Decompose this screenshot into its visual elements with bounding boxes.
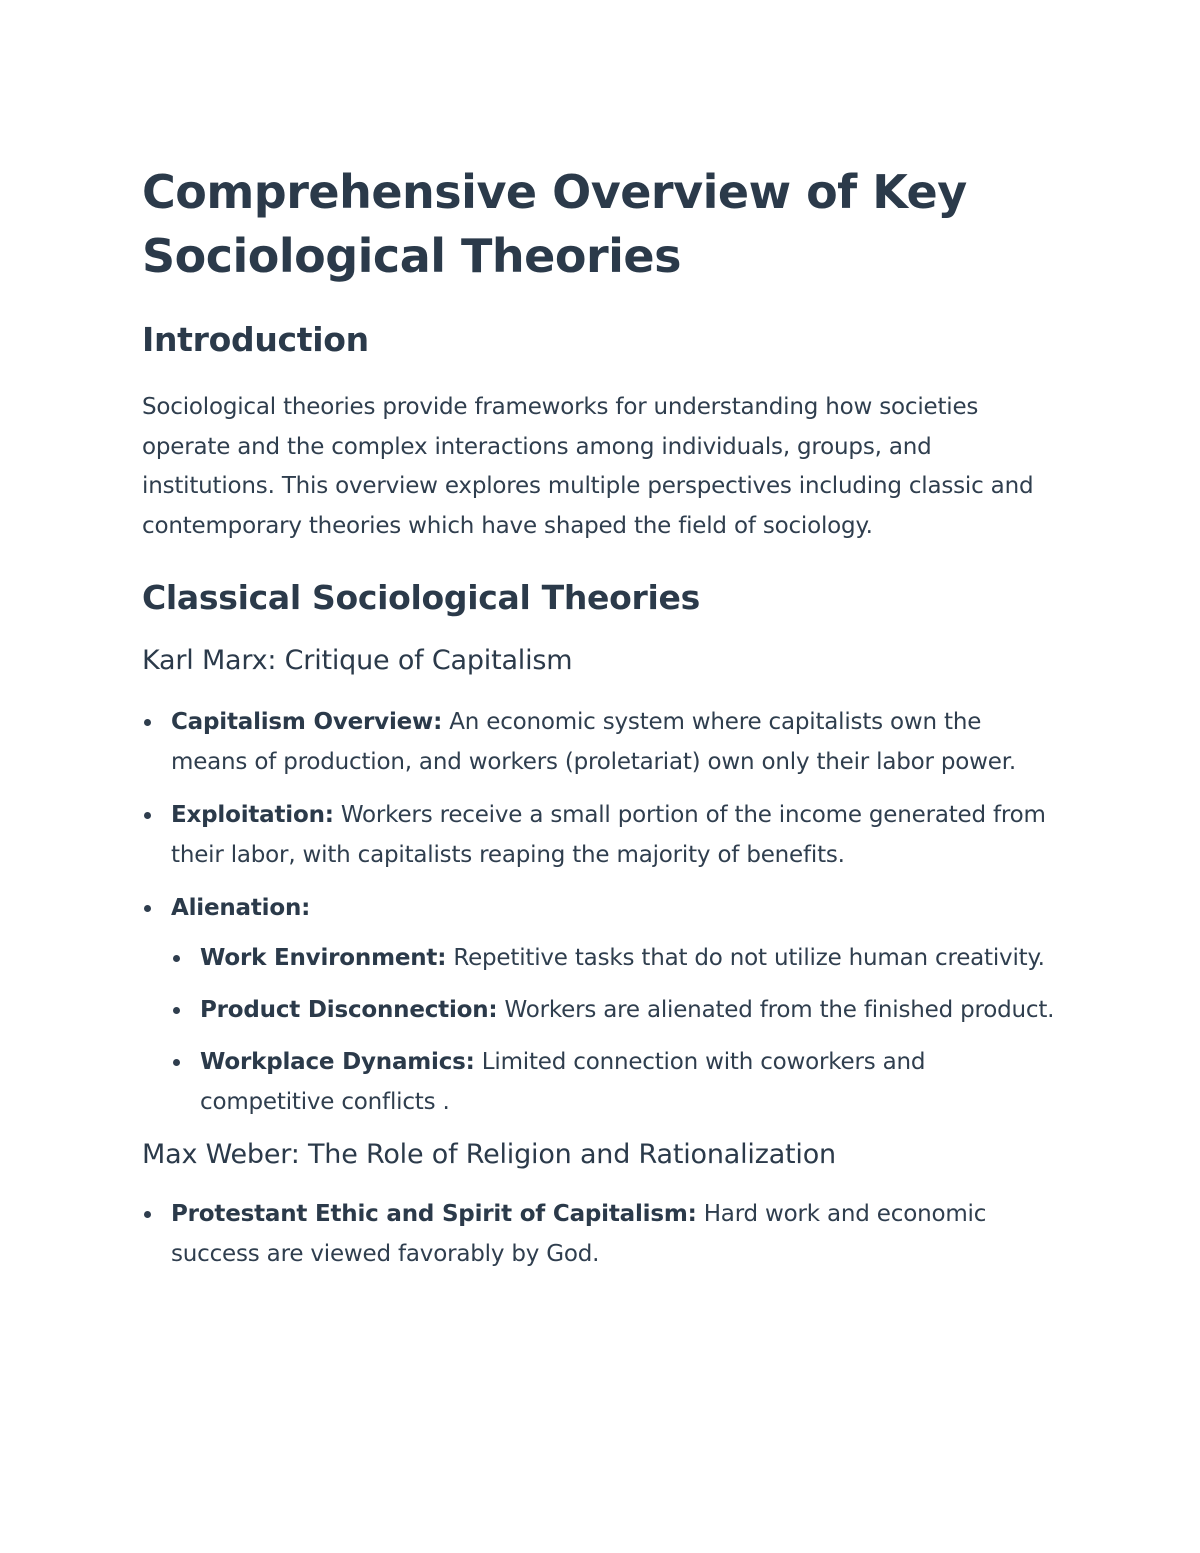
bullet-icon [144, 812, 151, 819]
document-title: Comprehensive Overview of Key Sociological Theories [142, 165, 967, 283]
introduction-paragraph: Sociological theories provide frameworks for understanding how societies operate and the complex interactions among individuals, groups, and institutions. This overview explores multiple perspectives including classic and contemporary theories which have shaped the field of sociology. [142, 394, 1034, 539]
weber-list [142, 1194, 1062, 1274]
bullet-icon [144, 1211, 151, 1218]
item-term: Alienation: [171, 895, 311, 921]
sublist-item [171, 1042, 1062, 1122]
bullet-icon [144, 905, 151, 912]
item-text: Hard work and economic success are viewed favorably by God. [171, 1201, 987, 1267]
item-term: Work Environment: [200, 945, 447, 971]
classical-theories-heading: Classical Sociological Theories [142, 578, 700, 617]
bullet-icon [144, 719, 151, 726]
item-text: Limited connection with coworkers and competitive conflicts . [200, 1049, 926, 1115]
list-item [142, 795, 1062, 875]
item-term: Workplace Dynamics: [200, 1049, 475, 1075]
marx-list [142, 702, 1062, 1122]
list-item [142, 888, 1062, 1122]
item-term: Exploitation: [171, 802, 334, 828]
introduction-heading: Introduction [142, 320, 369, 359]
sublist-item [171, 990, 1062, 1030]
list-item [142, 702, 1062, 782]
sublist-item [171, 938, 1062, 978]
item-term: Capitalism Overview: [171, 709, 443, 735]
bullet-icon [173, 1007, 180, 1014]
alienation-sublist [171, 938, 1062, 1122]
item-text: An economic system where capitalists own the means of production, and workers (proletariat) own only their labor power. [171, 709, 1016, 775]
weber-heading: Max Weber: The Role of Religion and Rationalization [142, 1139, 836, 1170]
bullet-icon [173, 955, 180, 962]
marx-heading: Karl Marx: Critique of Capitalism [142, 645, 573, 676]
list-item [142, 1194, 1062, 1274]
document-page [142, 160, 1062, 1287]
item-text: Workers receive a small portion of the income generated from their labor, with capitalists reaping the majority of benefits. [171, 802, 1046, 868]
item-term: Product Disconnection: [200, 997, 498, 1023]
item-text: Workers are alienated from the finished product. [497, 997, 1055, 1023]
bullet-icon [173, 1059, 180, 1066]
item-text: Repetitive tasks that do not utilize human creativity. [446, 945, 1045, 971]
item-term: Protestant Ethic and Spirit of Capitalism: [171, 1201, 697, 1227]
